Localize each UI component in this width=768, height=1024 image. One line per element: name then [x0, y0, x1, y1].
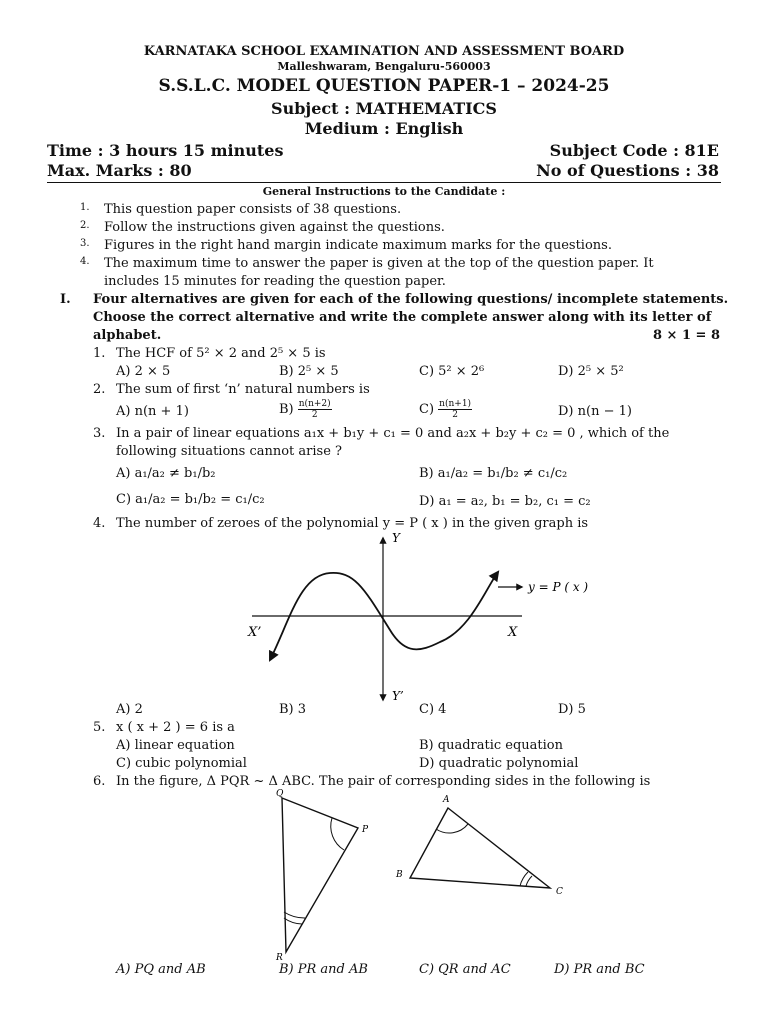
num-questions: No of Questions : 38	[536, 161, 719, 180]
y-negative-axis-label: Y’	[392, 689, 404, 703]
triangle-pqr	[282, 798, 358, 952]
board-name: KARNATAKA SCHOOL EXAMINATION AND ASSESSMENT BOARD	[143, 44, 625, 59]
fraction-numerator: n(n+2)	[298, 399, 331, 409]
option-a: A) a₁/a₂ ≠ b₁/b₂	[116, 466, 216, 481]
vertex-b-label: B	[396, 870, 403, 880]
option-d: D) PR and BC	[554, 962, 645, 977]
option-c	[419, 399, 472, 420]
instructions-heading: General Instructions to the Candidate :	[262, 185, 506, 198]
x-axis-label: X	[508, 625, 518, 640]
option-a: A) linear equation	[116, 738, 235, 753]
fraction-denominator: 2	[311, 410, 318, 420]
option-c-label: C)	[419, 402, 435, 417]
question-number: 6.	[93, 774, 106, 789]
max-marks: Max. Marks : 80	[47, 161, 192, 180]
option-b: B) 2⁵ × 5	[279, 364, 339, 379]
option-d: D) a₁ = a₂, b₁ = b₂, c₁ = c₂	[419, 494, 591, 509]
question-text: The sum of first ‘n’ natural numbers is	[116, 382, 370, 397]
fraction-numerator: n(n+1)	[439, 399, 472, 409]
vertex-r-label: R	[276, 953, 283, 961]
option-c: C) cubic polynomial	[116, 756, 247, 771]
instruction-text: The maximum time to answer the paper is given at the top of the question paper. It	[104, 256, 654, 271]
polynomial-graph	[240, 530, 610, 705]
angle-a-arc	[436, 824, 468, 833]
question-number: 4.	[93, 516, 106, 531]
option-b: B) a₁/a₂ = b₁/b₂ ≠ c₁/c₂	[419, 466, 568, 481]
question-text: following situations cannot arise ?	[116, 444, 343, 459]
subject-line: Subject : MATHEMATICS	[271, 99, 497, 118]
similar-triangles-figure	[270, 786, 580, 961]
instruction-number: 4.	[80, 256, 90, 267]
vertex-q-label: Q	[276, 789, 284, 799]
question-text: In the figure, Δ PQR ~ Δ ABC. The pair of corresponding sides in the following is	[116, 774, 651, 789]
y-axis-label: Y	[392, 531, 400, 545]
option-d: D) quadratic polynomial	[419, 756, 579, 771]
vertex-c-label: C	[556, 887, 563, 897]
option-a: A) 2	[116, 702, 143, 717]
vertex-p-label: P	[362, 825, 369, 835]
option-b	[279, 399, 332, 420]
angle-r-arc	[284, 912, 305, 918]
instruction-text: Figures in the right hand margin indicate maximum marks for the questions.	[104, 238, 612, 253]
x-negative-axis-label: X’	[248, 625, 262, 640]
option-c: C) QR and AC	[419, 962, 511, 977]
angle-r-arc	[284, 918, 302, 924]
question-number: 1.	[93, 346, 106, 361]
paper-title: S.S.L.C. MODEL QUESTION PAPER-1 – 2024-25	[158, 76, 610, 96]
question-text: x ( x + 2 ) = 6 is a	[116, 720, 235, 735]
option-b: B) PR and AB	[279, 962, 368, 977]
header-divider	[47, 182, 721, 183]
option-c: C) 4	[419, 702, 447, 717]
instruction-number: 2.	[80, 220, 90, 231]
angle-c-arc	[526, 876, 532, 886]
option-c: C) 5² × 2⁶	[419, 364, 485, 379]
question-number: 5.	[93, 720, 106, 735]
subject-code: Subject Code : 81E	[549, 141, 719, 160]
option-d: D) 2⁵ × 5²	[558, 364, 624, 379]
triangle-abc	[410, 808, 550, 888]
time-line: Time : 3 hours 15 minutes	[47, 141, 284, 160]
question-text: The HCF of 5² × 2 and 2⁵ × 5 is	[116, 346, 326, 361]
fraction-denominator: 2	[452, 410, 458, 420]
question-text: The number of zeroes of the polynomial y = P ( x ) in the given graph is	[116, 516, 589, 531]
section-instruction: Four alternatives are given for each of the following questions/ incomplete statements.	[93, 292, 729, 307]
vertex-a-label: A	[443, 795, 450, 805]
instruction-text: includes 15 minutes for reading the question paper.	[104, 274, 446, 289]
medium-line: Medium : English	[304, 119, 464, 138]
option-d: D) n(n − 1)	[558, 404, 632, 419]
instruction-number: 3.	[80, 238, 90, 249]
instruction-text: This question paper consists of 38 questions.	[104, 202, 402, 217]
section-instruction: alphabet.	[93, 328, 162, 343]
instruction-text: Follow the instructions given against the questions.	[104, 220, 445, 235]
angle-p-arc	[331, 818, 344, 850]
question-number: 2.	[93, 382, 106, 397]
section-instruction: Choose the correct alternative and write the complete answer along with its letter of	[93, 310, 712, 325]
option-d: D) 5	[558, 702, 586, 717]
option-c: C) a₁/a₂ = b₁/b₂ = c₁/c₂	[116, 492, 265, 507]
curve-label: y = P ( x )	[528, 580, 589, 594]
section-marks: 8 × 1 = 8	[652, 328, 720, 343]
question-text: In a pair of linear equations a₁x + b₁y + c₁ = 0 and a₂x + b₂y + c₂ = 0 , which of the	[116, 426, 670, 441]
section-numeral: I.	[60, 292, 71, 307]
option-a: A) n(n + 1)	[116, 404, 189, 419]
question-number: 3.	[93, 426, 106, 441]
option-b: B) 3	[279, 702, 307, 717]
instruction-number: 1.	[80, 202, 90, 213]
board-address: Malleshwaram, Bengaluru-560003	[277, 60, 491, 73]
option-b-label: B)	[279, 402, 294, 417]
option-a: A) PQ and AB	[116, 962, 206, 977]
option-a: A) 2 × 5	[116, 364, 171, 379]
option-b: B) quadratic equation	[419, 738, 564, 753]
